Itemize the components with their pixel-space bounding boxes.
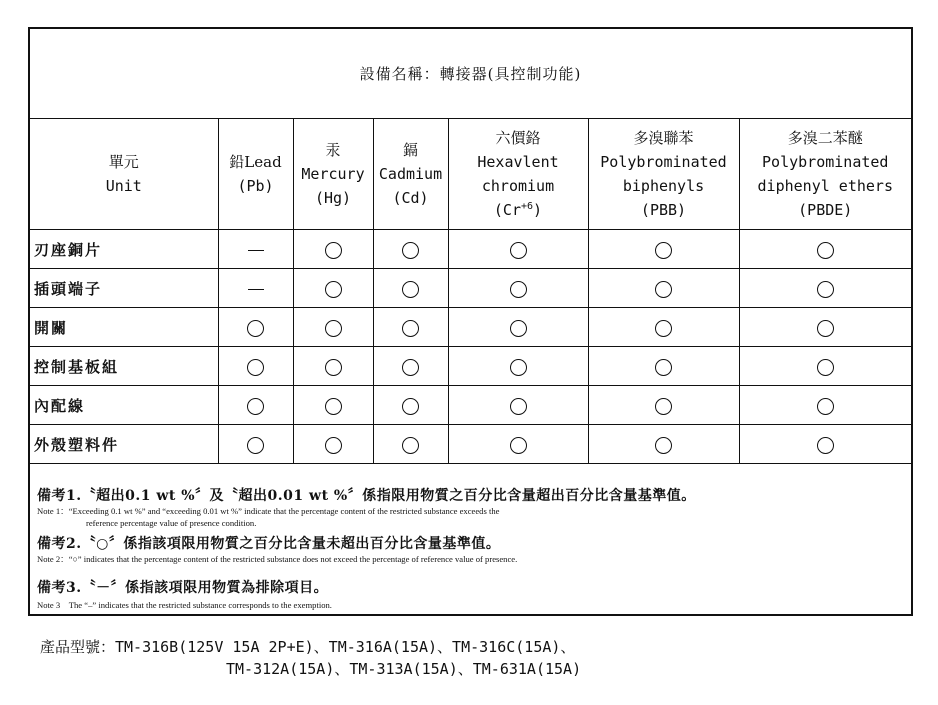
circle-icon <box>510 242 527 259</box>
circle-icon <box>402 398 419 415</box>
status-cell <box>588 347 739 386</box>
circle-icon <box>247 437 264 454</box>
circle-icon <box>510 320 527 337</box>
part-name: 插頭端子 <box>30 269 218 308</box>
circle-icon <box>325 320 342 337</box>
dash-icon <box>248 250 264 251</box>
status-cell <box>588 386 739 425</box>
status-cell <box>373 386 448 425</box>
dash-icon <box>248 289 264 290</box>
status-cell <box>218 425 293 464</box>
circle-icon <box>325 398 342 415</box>
table-row <box>30 347 911 386</box>
circle-icon <box>655 359 672 376</box>
header-pbb: 多溴聯苯 Polybrominated biphenyls (PBB) <box>588 119 739 230</box>
circle-icon <box>510 437 527 454</box>
status-cell <box>373 308 448 347</box>
circle-icon <box>325 359 342 376</box>
status-cell <box>739 230 911 269</box>
status-cell <box>373 269 448 308</box>
status-cell <box>293 425 373 464</box>
circle-icon <box>817 437 834 454</box>
model-line-1: 產品型號：TM-316B(125V 15A 2P+E)、TM-316A(15A)、TM-316C(15A)、 <box>40 638 576 656</box>
circle-icon <box>402 437 419 454</box>
circle-icon <box>247 320 264 337</box>
circle-icon <box>510 398 527 415</box>
circle-icon <box>325 281 342 298</box>
note-3-en: Note 3 The “–” indicates that the restricted substance corresponds to the exemption. <box>37 600 332 610</box>
circle-icon <box>402 320 419 337</box>
header-mercury: 汞 Mercury (Hg) <box>293 119 373 230</box>
header-hexavalent-chromium: 六價鉻 Hexavlent chromium $(Cr^{+6})$ <box>448 119 588 230</box>
status-cell <box>448 308 588 347</box>
part-rows <box>30 230 911 464</box>
status-cell <box>739 386 911 425</box>
part-name: 控制基板組 <box>30 347 218 386</box>
status-cell <box>448 347 588 386</box>
header-row <box>30 119 911 230</box>
header-unit: 單元 Unit <box>30 119 218 230</box>
circle-icon <box>817 281 834 298</box>
status-cell <box>218 386 293 425</box>
circle-icon <box>655 320 672 337</box>
circle-icon <box>325 437 342 454</box>
note-1-en: Note 1：“Exceeding 0.1 wt %” and “exceeding 0.01 wt %” indicate that the percentage content of the restricted substance exceeds the <box>37 506 500 516</box>
circle-icon <box>510 281 527 298</box>
note-2-en: Note 2：“○” indicates that the percentage content of the restricted substance does not exceed the percentage of reference value of presence. <box>37 554 518 564</box>
status-cell <box>218 308 293 347</box>
substance-table <box>30 29 911 464</box>
status-cell <box>218 347 293 386</box>
status-cell <box>373 347 448 386</box>
circle-icon <box>655 281 672 298</box>
equipment-title: 設備名稱：轉接器(具控制功能) <box>30 29 911 119</box>
status-cell <box>588 269 739 308</box>
note-1-en-cont: reference percentage value of presence condition. <box>86 518 257 528</box>
circle-icon <box>247 398 264 415</box>
circle-icon <box>510 359 527 376</box>
circle-icon <box>817 359 834 376</box>
circle-icon <box>402 242 419 259</box>
circle-icon <box>817 242 834 259</box>
status-cell <box>293 230 373 269</box>
circle-icon <box>655 398 672 415</box>
header-pbde: 多溴二苯醚 Polybrominated diphenyl ethers (PBDE) <box>739 119 911 230</box>
header-cadmium: 鎘 Cadmium (Cd) <box>373 119 448 230</box>
product-models <box>40 636 581 680</box>
status-cell <box>448 425 588 464</box>
circle-icon <box>655 437 672 454</box>
circle-icon <box>655 242 672 259</box>
status-cell <box>588 425 739 464</box>
rohs-declaration-sheet <box>28 27 913 616</box>
notes-section <box>37 483 905 611</box>
part-name: 開關 <box>30 308 218 347</box>
part-name: 刃座銅片 <box>30 230 218 269</box>
status-cell <box>293 347 373 386</box>
status-cell <box>588 230 739 269</box>
status-cell <box>293 308 373 347</box>
status-cell <box>373 230 448 269</box>
model-line-2: TM-312A(15A)、TM-313A(15A)、TM-631A(15A) <box>226 660 582 678</box>
circle-icon <box>817 398 834 415</box>
status-cell <box>448 386 588 425</box>
status-cell <box>448 269 588 308</box>
circle-icon <box>325 242 342 259</box>
status-cell <box>293 386 373 425</box>
status-cell <box>218 230 293 269</box>
note-3-zh: 備考3.〝－〞係指該項限用物質為排除項目。 <box>37 580 329 596</box>
note-1-zh: 備考1.〝超出0.1 wt %〞及〝超出0.01 wt %〞係指限用物質之百分比含量超出百分比含量基準值。 <box>37 488 696 504</box>
status-cell <box>739 269 911 308</box>
note-2-zh: 備考2.〝○〞係指該項限用物質之百分比含量未超出百分比含量基準值。 <box>37 536 501 552</box>
table-row <box>30 269 911 308</box>
header-lead: 鉛Lead (Pb) <box>218 119 293 230</box>
status-cell <box>293 269 373 308</box>
circle-icon <box>402 359 419 376</box>
status-cell <box>218 269 293 308</box>
status-cell <box>739 347 911 386</box>
status-cell <box>448 230 588 269</box>
table-row <box>30 230 911 269</box>
table-row <box>30 386 911 425</box>
status-cell <box>739 425 911 464</box>
table-row <box>30 425 911 464</box>
status-cell <box>588 308 739 347</box>
table-row <box>30 308 911 347</box>
circle-icon <box>402 281 419 298</box>
status-cell <box>373 425 448 464</box>
part-name: 內配線 <box>30 386 218 425</box>
status-cell <box>739 308 911 347</box>
circle-icon <box>817 320 834 337</box>
circle-icon <box>247 359 264 376</box>
part-name: 外殼塑料件 <box>30 425 218 464</box>
